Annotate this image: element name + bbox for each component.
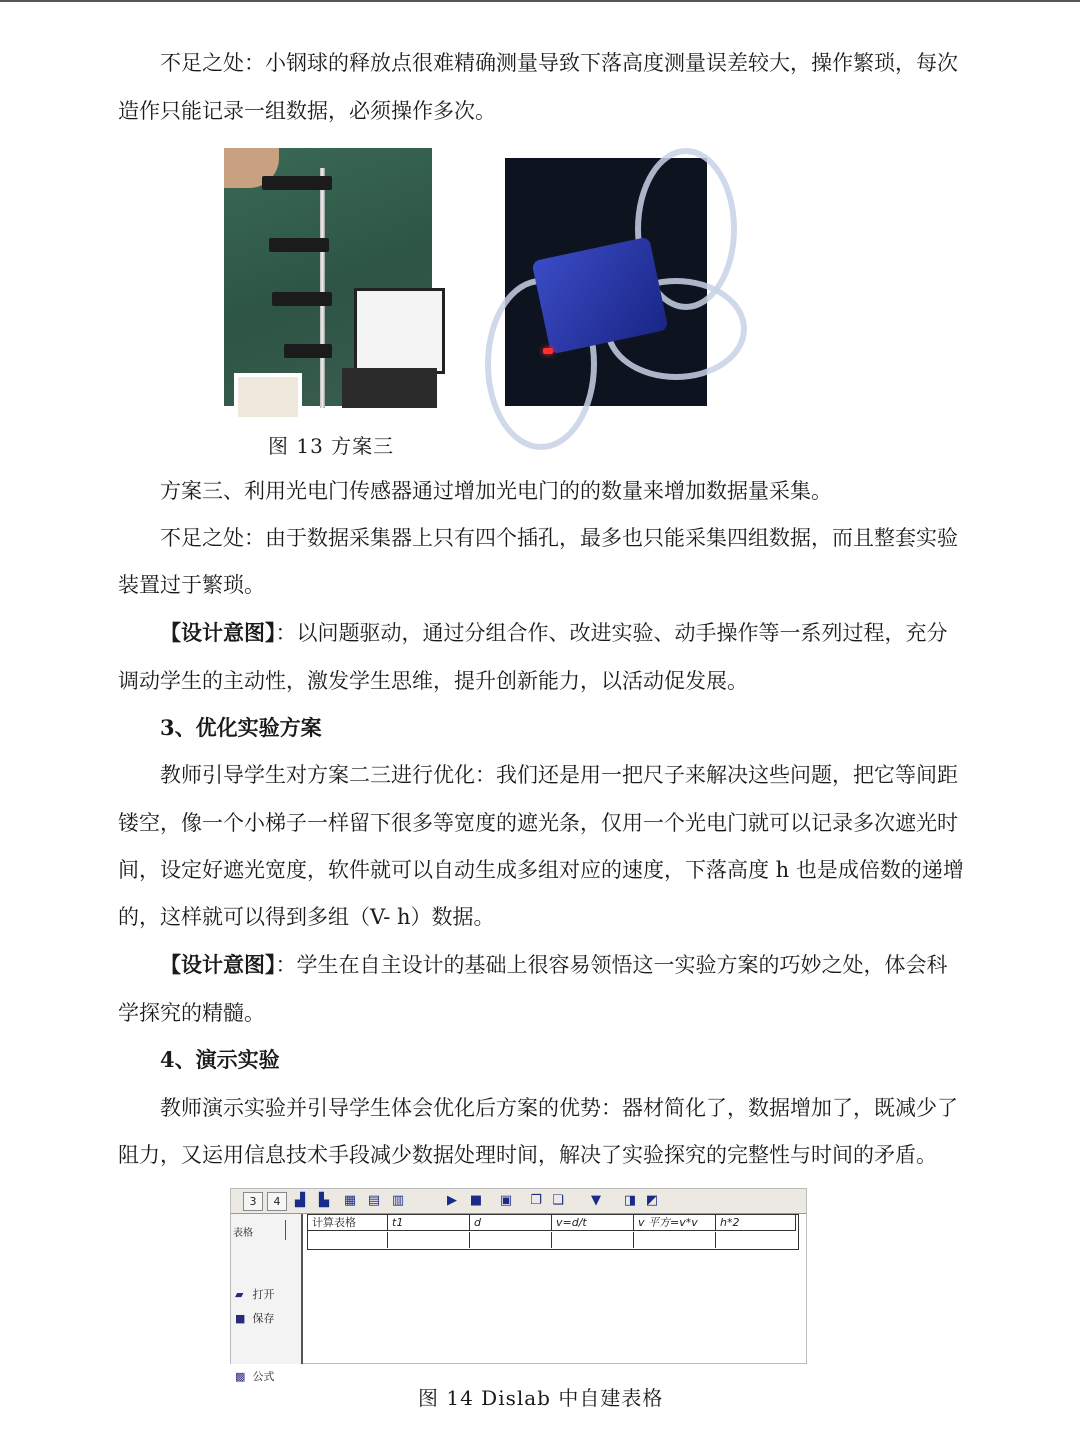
open-folder-icon: ▰ — [235, 1288, 244, 1301]
figure-13-caption: 图 13 方案三 — [268, 434, 395, 458]
table-cell[interactable] — [552, 1232, 634, 1248]
dislab-table[interactable] — [307, 1214, 799, 1250]
text-line: 方案三、利用光电门传感器通过增加光电门的的数量来增加数据量采集。 — [160, 479, 832, 503]
design-intent-text: ：以问题驱动，通过分组合作、改进实验、动手操作等一系列过程，充分 — [275, 621, 948, 645]
folder-icon[interactable]: ◩ — [645, 1193, 659, 1208]
table-header: h*2 — [716, 1215, 796, 1231]
table-header: v=d/t — [552, 1215, 634, 1231]
formula-icon: ▩ — [235, 1370, 246, 1383]
formula-label: 公式 — [252, 1370, 275, 1383]
text-line: 镂空，像一个小梯子一样留下很多等宽度的遮光条，仅用一个光电门就可以记录多次遮光时 — [118, 811, 958, 835]
text-line: 的，这样就可以得到多组（V- h）数据。 — [118, 905, 495, 929]
section-heading-3: 3、优化实验方案 — [160, 715, 322, 740]
design-intent-text: ：学生在自主设计的基础上很容易领悟这一实验方案的巧妙之处，体会科 — [275, 953, 948, 977]
formula-button[interactable] — [235, 1368, 275, 1384]
table-tab-label[interactable]: 表格 — [233, 1228, 253, 1239]
text-line: 造作只能记录一组数据，必须操作多次。 — [118, 99, 496, 123]
data-logger-photo — [505, 158, 707, 406]
text-line: 教师引导学生对方案二三进行优化：我们还是用一把尺子来解决这些问题，把它等间距 — [160, 763, 958, 787]
text-line: 调动学生的主动性，激发学生思维，提升创新能力，以活动促发展。 — [118, 669, 748, 693]
chart-icon[interactable]: ▙ — [319, 1193, 329, 1208]
record-icon[interactable]: ▣ — [499, 1193, 513, 1208]
design-intent-line — [160, 618, 1010, 648]
table-cell[interactable] — [634, 1232, 716, 1248]
text-line: 不足之处：由于数据采集器上只有四个插孔，最多也只能采集四组数据，而且整套实验 — [160, 526, 958, 550]
table-cell[interactable] — [388, 1232, 470, 1248]
section-heading-4: 4、演示实验 — [160, 1047, 280, 1072]
table-icon[interactable]: ▦ — [343, 1193, 357, 1208]
dislab-toolbar — [231, 1189, 806, 1214]
monitor-icon[interactable]: ▼ — [591, 1193, 601, 1208]
text-line: 阻力，又运用信息技术手段减少数据处理时间，解决了实验探究的完整性与时间的矛盾。 — [118, 1143, 937, 1167]
play-icon[interactable]: ▶ — [447, 1193, 457, 1208]
top-rule — [0, 0, 1080, 2]
paste-icon[interactable]: ❏ — [552, 1193, 564, 1208]
figure-14-caption: 图 14 Dislab 中自建表格 — [418, 1386, 664, 1410]
text-line: 装置过于繁琐。 — [118, 573, 265, 597]
design-intent-tag: 【设计意图】 — [160, 952, 276, 977]
stop-icon[interactable]: ■ — [469, 1193, 483, 1208]
text-line: 教师演示实验并引导学生体会优化后方案的优势：器材简化了，数据增加了，既减少了 — [160, 1096, 958, 1120]
disk-icon: ■ — [235, 1312, 246, 1325]
open-label: 打开 — [252, 1288, 275, 1301]
tab-3-button[interactable]: 3 — [243, 1192, 263, 1211]
experiment-photo-light-gates — [224, 148, 432, 406]
dislab-screenshot — [230, 1188, 807, 1383]
save-label: 保存 — [252, 1312, 275, 1325]
design-intent-line — [160, 950, 1010, 980]
text-line: 学探究的精髓。 — [118, 1001, 265, 1025]
design-intent-tag: 【设计意图】 — [160, 620, 276, 645]
table-cell[interactable] — [470, 1232, 552, 1248]
chart-icon[interactable]: ▟ — [295, 1193, 305, 1208]
save-button[interactable] — [235, 1310, 275, 1326]
folder-icon[interactable]: ◨ — [623, 1193, 637, 1208]
open-button[interactable] — [235, 1286, 275, 1302]
copy-icon[interactable]: ❐ — [530, 1193, 542, 1208]
table-icon[interactable]: ▥ — [391, 1193, 405, 1208]
table-header: t1 — [388, 1215, 470, 1231]
text-line: 不足之处：小钢球的释放点很难精确测量导致下落高度测量误差较大，操作繁琐，每次 — [160, 51, 958, 75]
table-header: v 平方=v*v — [634, 1215, 716, 1231]
table-cell[interactable] — [308, 1232, 388, 1248]
table-header: 计算表格 — [308, 1215, 388, 1231]
text-line: 间，设定好遮光宽度，软件就可以自动生成多组对应的速度，下落高度 h 也是成倍数的递增 — [118, 858, 964, 882]
table-icon[interactable]: ▤ — [367, 1193, 381, 1208]
tab-4-button[interactable]: 4 — [267, 1192, 287, 1211]
table-header: d — [470, 1215, 552, 1231]
dislab-sidebar — [231, 1214, 303, 1383]
